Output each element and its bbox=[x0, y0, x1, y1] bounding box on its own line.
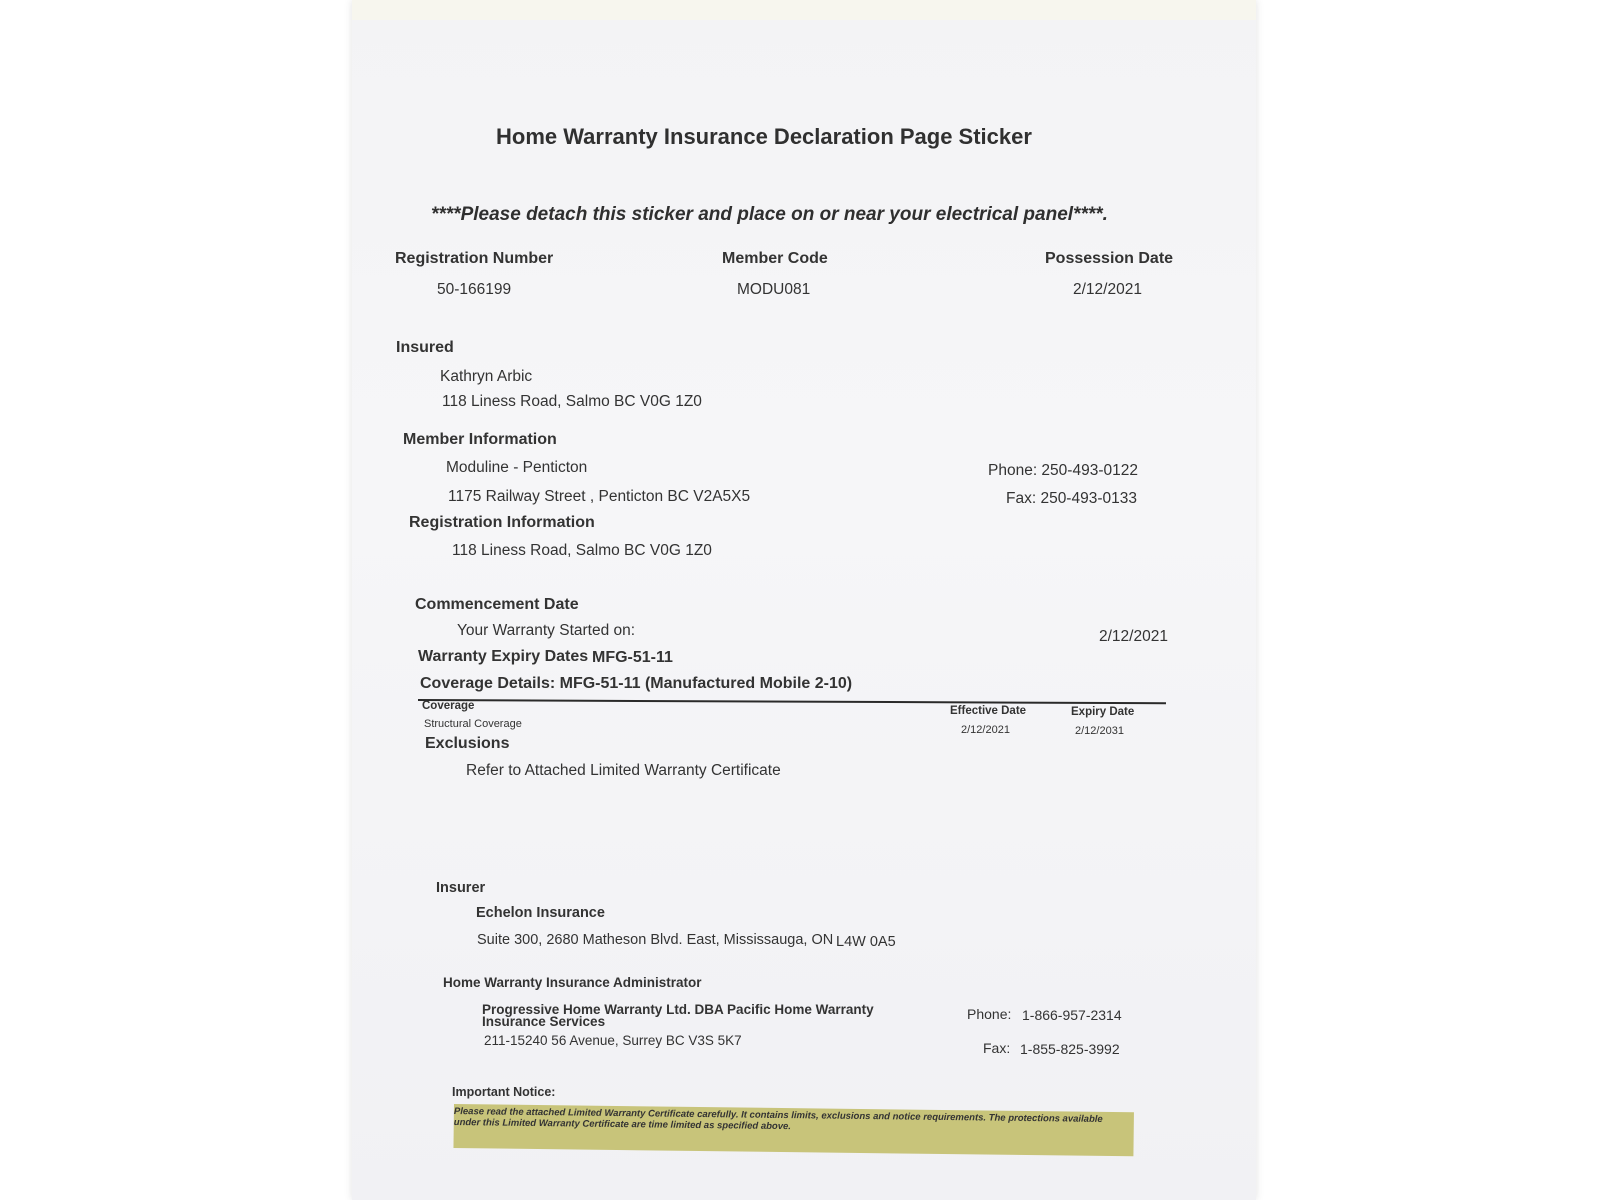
structural-coverage-name: Structural Coverage bbox=[424, 718, 522, 730]
insured-label: Insured bbox=[396, 339, 454, 356]
member-fax: Fax: 250-493-0133 bbox=[1006, 490, 1137, 507]
structural-effective-date: 2/12/2021 bbox=[961, 724, 1010, 736]
expiry-date-column-header: Expiry Date bbox=[1071, 706, 1135, 718]
coverage-details: Coverage Details: MFG-51-11 (Manufactured Mobile 2-10) bbox=[420, 675, 853, 692]
structural-expiry-date: 2/12/2031 bbox=[1075, 725, 1124, 737]
member-phone: Phone: 250-493-0122 bbox=[988, 462, 1138, 479]
administrator-phone-label: Phone: bbox=[967, 1006, 1012, 1022]
member-address: 1175 Railway Street , Penticton BC V2A5X5 bbox=[448, 488, 751, 505]
important-notice-label: Important Notice: bbox=[452, 1085, 556, 1099]
registration-number-value: 50-166199 bbox=[437, 281, 512, 298]
insurer-label: Insurer bbox=[436, 880, 486, 896]
effective-date-column-header: Effective Date bbox=[950, 705, 1027, 717]
registration-information-label: Registration Information bbox=[409, 514, 595, 531]
possession-date-value: 2/12/2021 bbox=[1073, 281, 1142, 298]
warranty-expiry-label: Warranty Expiry Dates bbox=[418, 648, 589, 665]
page-title: Home Warranty Insurance Declaration Page Sticker bbox=[496, 124, 1032, 149]
insurer-address: Suite 300, 2680 Matheson Blvd. East, Mississauga, ON bbox=[477, 932, 834, 948]
exclusions-label: Exclusions bbox=[425, 735, 510, 752]
insurer-postal-code: L4W 0A5 bbox=[836, 934, 896, 950]
commencement-date-value: 2/12/2021 bbox=[1099, 628, 1168, 645]
insured-address: 118 Liness Road, Salmo BC V0G 1Z0 bbox=[442, 393, 702, 410]
administrator-phone: 1-866-957-2314 bbox=[1022, 1007, 1122, 1023]
administrator-address: 211-15240 56 Avenue, Surrey BC V3S 5K7 bbox=[484, 1033, 742, 1048]
administrator-fax: 1-855-825-3992 bbox=[1020, 1041, 1120, 1057]
sheet-top-edge bbox=[352, 0, 1256, 20]
warranty-started-text: Your Warranty Started on: bbox=[457, 622, 636, 639]
administrator-name-line2: Insurance Services bbox=[482, 1014, 606, 1029]
member-code-value: MODU081 bbox=[737, 281, 811, 298]
commencement-date-label: Commencement Date bbox=[415, 596, 579, 613]
administrator-fax-label: Fax: bbox=[983, 1040, 1011, 1056]
registration-number-label: Registration Number bbox=[395, 250, 554, 267]
possession-date-label: Possession Date bbox=[1045, 250, 1174, 267]
member-name: Moduline - Penticton bbox=[446, 459, 588, 476]
member-code-label: Member Code bbox=[722, 250, 828, 267]
warranty-expiry-code: MFG-51-11 bbox=[592, 649, 673, 666]
important-notice-text: Please read the attached Limited Warranty Certificate carefully. It contains limits, exclusions and notice requirements. The protections available under this Limited Warranty Certificate are time limited as specified above. bbox=[453, 1106, 1103, 1133]
detach-instruction: ****Please detach this sticker and place on or near your electrical panel****. bbox=[431, 204, 1108, 225]
administrator-name-line1: Progressive Home Warranty Ltd. DBA Pacific Home Warranty bbox=[482, 1002, 874, 1017]
insurer-name: Echelon Insurance bbox=[476, 905, 605, 921]
member-information-label: Member Information bbox=[403, 431, 557, 448]
registration-address: 118 Liness Road, Salmo BC V0G 1Z0 bbox=[452, 542, 712, 559]
administrator-label: Home Warranty Insurance Administrator bbox=[443, 975, 702, 990]
coverage-column-header: Coverage bbox=[422, 700, 475, 712]
exclusions-text: Refer to Attached Limited Warranty Certificate bbox=[466, 762, 781, 779]
insured-name: Kathryn Arbic bbox=[440, 368, 533, 385]
